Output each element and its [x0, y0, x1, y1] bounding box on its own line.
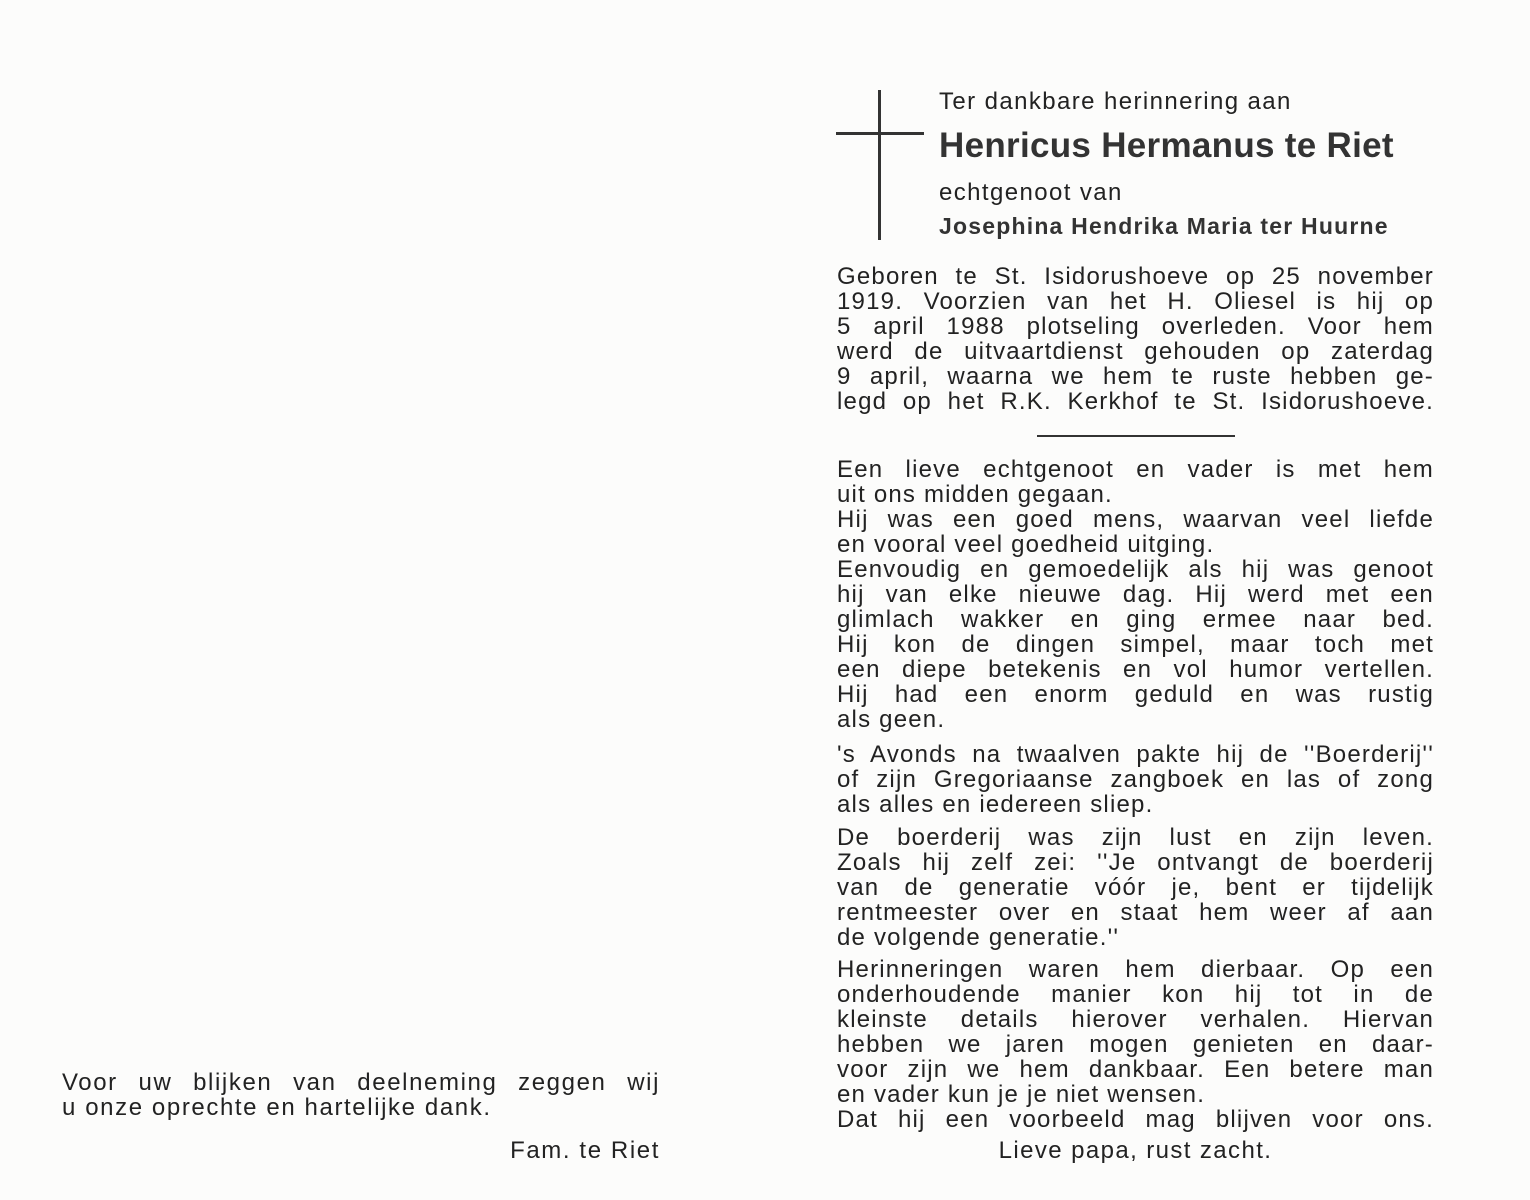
tribute-line: 's Avonds na twaalven pakte hij de ''Boerderij'': [837, 741, 1434, 768]
tribute-paragraph-2: [837, 742, 1434, 817]
biography: [837, 264, 1434, 414]
tribute-line: of zijn Gregoriaanse zangboek en las of zong: [837, 766, 1434, 793]
tribute-line: als geen.: [837, 706, 946, 733]
tribute-line: uit ons midden gegaan.: [837, 481, 1113, 508]
tribute-line: Hij had een enorm geduld en was rustig: [837, 681, 1434, 708]
tribute-line: de volgende generatie.'': [837, 924, 1120, 951]
tribute-paragraph-4: [837, 957, 1434, 1132]
tribute-line: Hij kon de dingen simpel, maar toch met: [837, 631, 1434, 658]
tribute-line: en vooral veel goedheid uitging.: [837, 531, 1215, 558]
bio-line: werd de uitvaartdienst gehouden op zaterdag: [837, 338, 1434, 365]
tribute-line: De boerderij was zijn lust en zijn leven.: [837, 824, 1434, 851]
tribute-line: rentmeester over en staat hem weer af aan: [837, 899, 1434, 926]
tribute-line: Dat hij een voorbeeld mag blijven voor ons.: [837, 1106, 1434, 1133]
tribute-line: Eenvoudig en gemoedelijk als hij was genoot: [837, 556, 1434, 583]
spouse-label: echtgenoot van: [939, 179, 1123, 206]
tribute-line: Zoals hij zelf zei: ''Je ontvangt de boerderij: [837, 849, 1434, 876]
bio-line: 5 april 1988 plotseling overleden. Voor hem: [837, 313, 1434, 340]
bio-line: Geboren te St. Isidorushoeve op 25 november: [837, 263, 1434, 290]
tribute-line: een diepe betekenis en vol humor vertellen.: [837, 656, 1434, 683]
deceased-name: Henricus Hermanus te Riet: [939, 126, 1394, 165]
tribute-line: hebben we jaren mogen genieten en daar-: [837, 1031, 1434, 1058]
tribute-line: als alles en iedereen sliep.: [837, 791, 1154, 818]
thanks-line: u onze oprechte en hartelijke dank.: [62, 1094, 492, 1121]
cross-icon-bar: [836, 132, 924, 135]
spouse-name: Josephina Hendrika Maria ter Huurne: [939, 213, 1389, 239]
tribute-line: Herinneringen waren hem dierbaar. Op een: [837, 956, 1434, 983]
bio-line: legd op het R.K. Kerkhof te St. Isidorushoeve.: [837, 388, 1434, 415]
tribute-line: onderhoudende manier kon hij tot in de: [837, 981, 1434, 1008]
tribute-line: hij van elke nieuwe dag. Hij werd met een: [837, 581, 1434, 608]
divider: [1037, 435, 1235, 437]
bio-line: 9 april, waarna we hem te ruste hebben ge-: [837, 363, 1434, 390]
thanks-line: Voor uw blijken van deelneming zeggen wij: [62, 1069, 660, 1096]
remembrance-intro: Ter dankbare herinnering aan: [939, 88, 1292, 115]
tribute-paragraph-1: [837, 457, 1434, 732]
tribute-line: van de generatie vóór je, bent er tijdelijk: [837, 874, 1434, 901]
tribute-line: en vader kun je je niet wensen.: [837, 1081, 1206, 1108]
family-signature: Fam. te Riet: [510, 1137, 660, 1164]
tribute-line: voor zijn we hem dankbaar. Een betere man: [837, 1056, 1434, 1083]
tribute-line: kleinste details hierover verhalen. Hiervan: [837, 1006, 1434, 1033]
bio-line: 1919. Voorzien van het H. Oliesel is hij op: [837, 288, 1434, 315]
thanks-message: [62, 1070, 660, 1120]
tribute-paragraph-3: [837, 825, 1434, 950]
closing-farewell: Lieve papa, rust zacht.: [998, 1137, 1273, 1164]
tribute-line: glimlach wakker en ging ermee naar bed.: [837, 606, 1434, 633]
tribute-line: Een lieve echtgenoot en vader is met hem: [837, 456, 1434, 483]
tribute-line: Hij was een goed mens, waarvan veel liefde: [837, 506, 1434, 533]
cross-icon: [878, 90, 881, 240]
